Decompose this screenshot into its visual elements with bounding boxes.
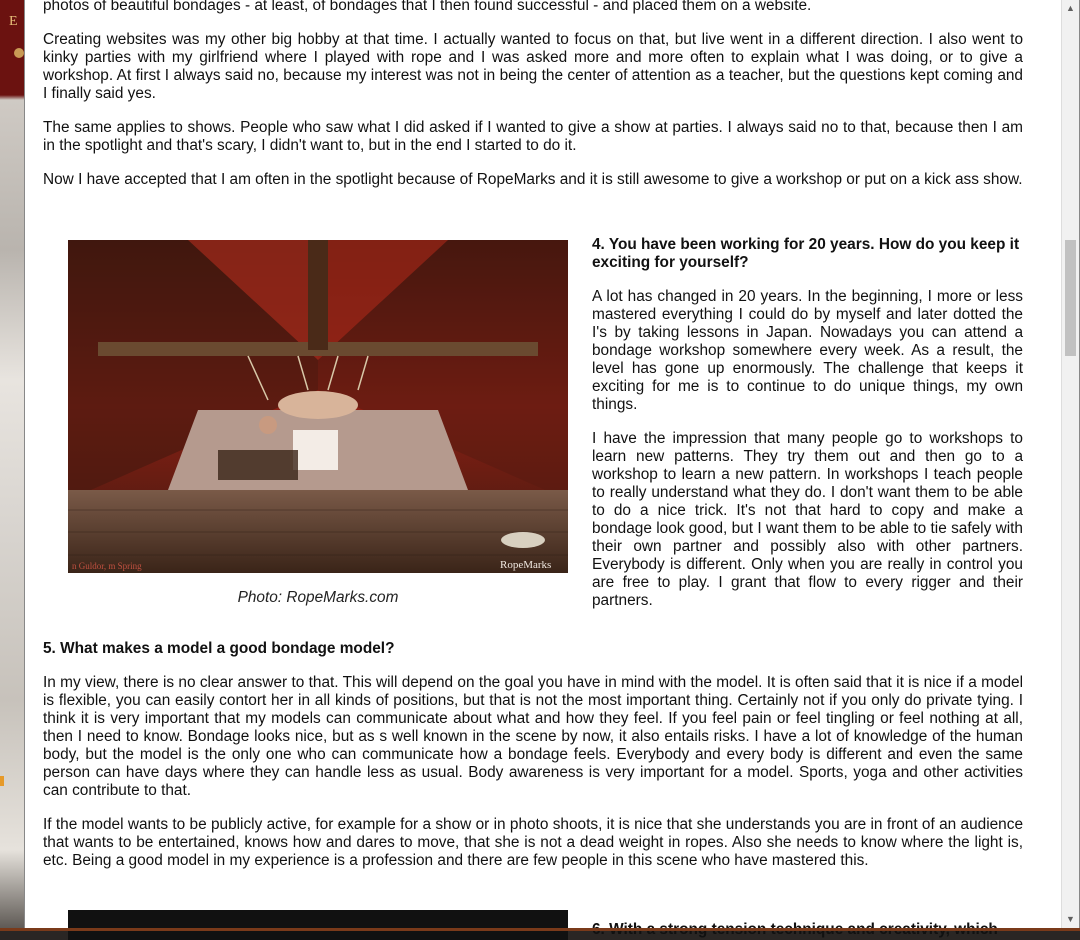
answer-5-paragraph: In my view, there is no clear answer to that. This will depend on the goal you have in mind with the model. It is often said that it is nice if a model is flexible, you can easily contort her in all kinds of positions, but that is not the most important thing. Certainly not if you only do private tying. I think it is very important that my models can communicate about what and how they feel. If you feel pain or feel tingling or feel nothing at all, then I need to know. Bondage looks nice, but as s well known in the scene by now, it also entails risks. I have a lot of knowledge of the human body, but the model is the only one who can communicate how a bondage feels. Everybody and every body is different and even the same person can have days where they can handle less as usual. Body awareness is very important for a model. Sports, yoga and other activities can contribute to that. [43, 674, 1023, 799]
question-5-heading: 5. What makes a model a good bondage model? [43, 640, 395, 657]
background-ornament [14, 48, 24, 58]
scroll-down-arrow-icon[interactable]: ▼ [1066, 914, 1075, 924]
question-4-heading: 4. You have been working for 20 years. How do you keep it exciting for yourself? [592, 236, 1020, 271]
background-page-left [0, 0, 24, 931]
photo-caption: Photo: RopeMarks.com [237, 589, 399, 606]
answer-4-paragraph: A lot has changed in 20 years. In the beginning, I more or less mastered everything I could do by myself and later dotted the I's by taking lessons in Japan. Nowadays you can attend a bondage workshop somewhere every week. As a result, the level has gone up enormously. The challenge that keeps it exciting for me is to continue to do unique things, my own things. [592, 288, 1023, 413]
article-paragraph: photos of beautiful bondages - at least, of bondages that I then found successful - and placed them on a website. [43, 0, 812, 14]
answer-5-paragraph: If the model wants to be publicly active, for example for a show or in photo shoots, it is nice that she understands you are in front of an audience that wants to be entertained, knows how and dares to move, that she is not a dead weight in ropes. Also she needs to know where the light is, etc. Being a good model in my experience is a profession and there are few people in this scene who have mastered this. [43, 816, 1023, 869]
background-marker [0, 776, 4, 786]
article-paragraph: The same applies to shows. People who saw what I did asked if I wanted to give a show at parties. I always said no to that, because then I am in the spotlight and that's scary, I didn't want to, but in the end I started to do it. [43, 119, 1023, 154]
article-paragraph: Creating websites was my other big hobby at that time. I actually wanted to focus on that, but live went in a different direction. I also went to kinky parties with my girlfriend where I played with rope and I was asked more and more often to explain what I was doing, or to give a workshop. At first I always said no, because my interest was not in being the center of attention as a teacher, but the questions kept coming and I finally said yes. [43, 31, 1023, 102]
background-logo-letter: E [9, 14, 18, 29]
article-paragraph: Now I have accepted that I am often in the spotlight because of RopeMarks and it is still awesome to give a workshop or put on a kick ass show. [43, 171, 1023, 188]
article-photo[interactable] [68, 240, 568, 573]
photo-watermark-logo: RopeMarks [500, 559, 552, 571]
next-article-photo[interactable] [68, 910, 568, 940]
photo-credit: n Guldor, m Spring [72, 561, 142, 571]
background-footer-strip [0, 928, 1080, 931]
scroll-up-arrow-icon[interactable]: ▲ [1066, 3, 1075, 13]
attic-rope-photo [68, 240, 568, 573]
scrollbar-thumb[interactable] [1065, 240, 1076, 356]
article-modal[interactable] [24, 0, 1080, 928]
vertical-scrollbar[interactable] [1061, 0, 1079, 928]
answer-4-paragraph: I have the impression that many people go to workshops to learn new patterns. They try them out and then go to a workshop to learn a new pattern. In workshops I teach people to really understand what they do. I don't want them to be able to do a nice trick. It's not that hard to copy and make a bondage look good, but I want them to be able to tie safely with their own partner and possibly also with other partners. Everybody is different. Only when you are really in control you are free to play. I grant that flow to every rigger and their partners. [592, 430, 1023, 609]
